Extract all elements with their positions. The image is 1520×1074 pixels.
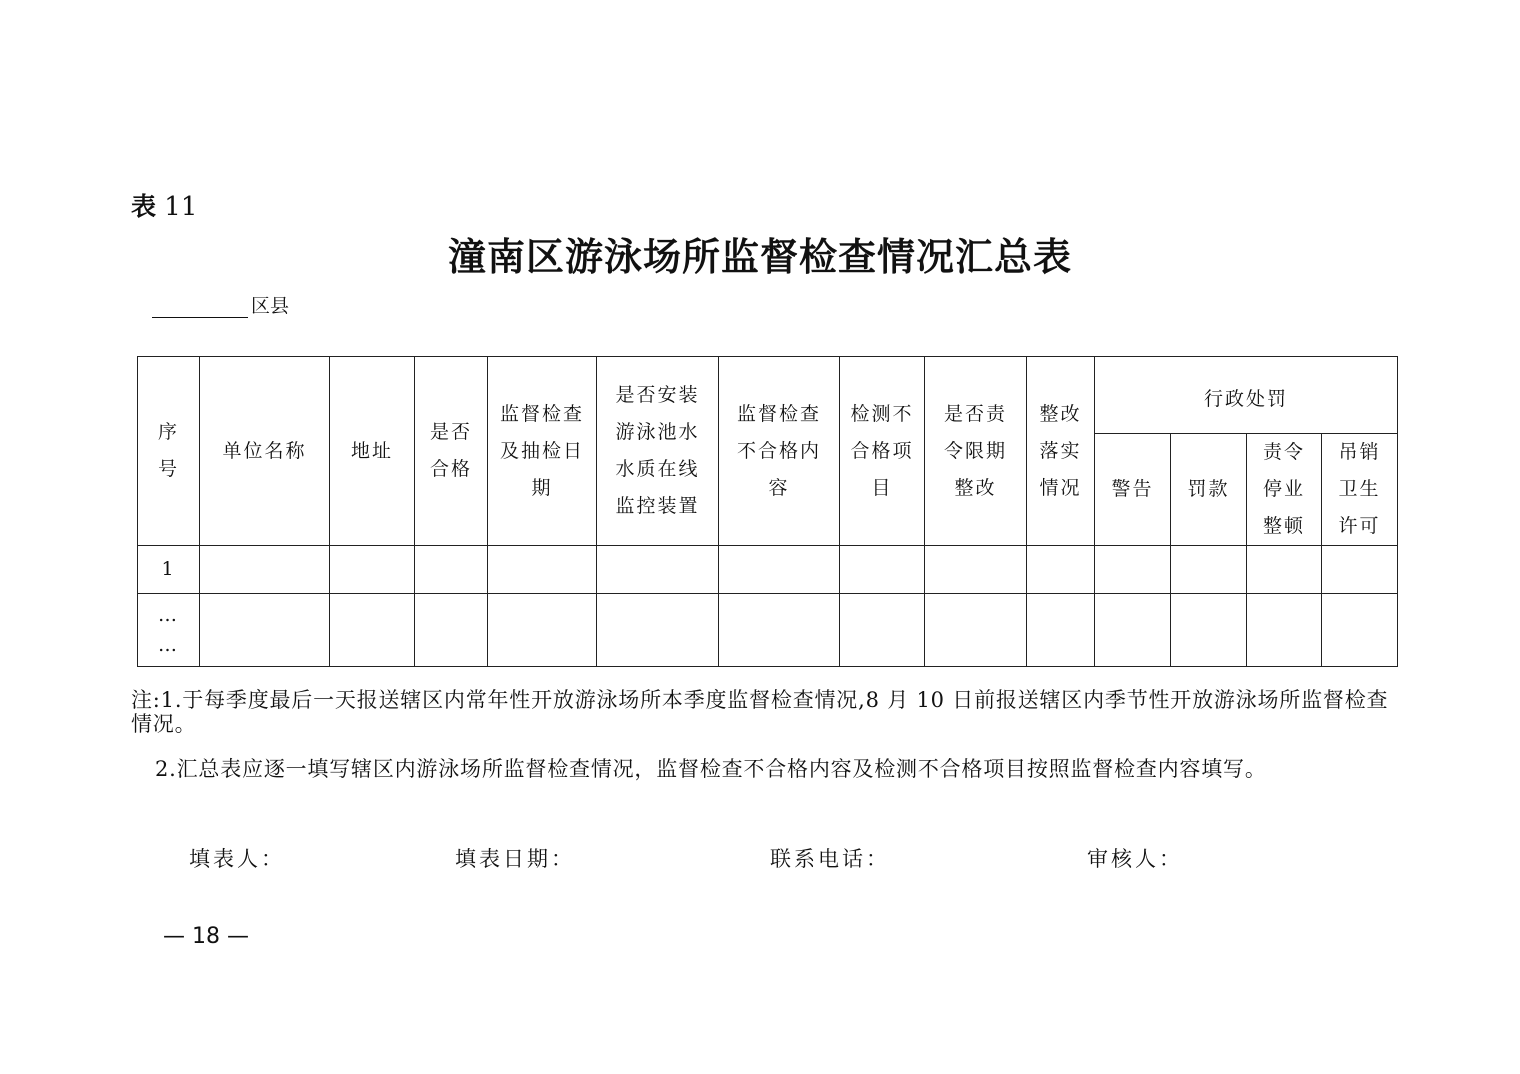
table-cell[interactable] — [1247, 594, 1322, 667]
district-blank[interactable] — [152, 298, 248, 318]
table-cell[interactable] — [1322, 594, 1398, 667]
table-cell[interactable] — [1095, 594, 1171, 667]
table-label — [131, 190, 197, 224]
header-suspend: 责令 停业 整顿 — [1247, 434, 1322, 546]
header-rectify-status: 整改 落实 情况 — [1027, 357, 1095, 546]
table-row — [138, 546, 1398, 594]
table-cell[interactable] — [1027, 594, 1095, 667]
page-number: — 18 — — [163, 924, 249, 949]
table-cell[interactable] — [200, 546, 330, 594]
table-cell[interactable] — [925, 546, 1027, 594]
table-cell[interactable] — [840, 594, 925, 667]
table-cell[interactable] — [1247, 546, 1322, 594]
header-penalty-group: 行政处罚 — [1095, 357, 1398, 434]
header-qualified: 是否 合格 — [415, 357, 488, 546]
table-cell[interactable] — [200, 594, 330, 667]
filler-label: 填表人： — [189, 847, 285, 871]
table-cell[interactable] — [719, 594, 840, 667]
table-cell[interactable] — [488, 546, 597, 594]
table-label-number: 11 — [164, 192, 198, 222]
header-revoke: 吊销 卫生 许可 — [1322, 434, 1398, 546]
note-2: 2.汇总表应逐一填写辖区内游泳场所监督检查情况，监督检查不合格内容及检测不合格项目按照监督检查内容填写。 — [155, 757, 1267, 781]
table-cell[interactable] — [330, 594, 415, 667]
row-seq: 1 — [138, 546, 200, 594]
header-unqualified-items: 检测不 合格项 目 — [840, 357, 925, 546]
row-seq: … … — [138, 594, 200, 667]
table-cell[interactable] — [840, 546, 925, 594]
table-cell[interactable] — [1095, 546, 1171, 594]
table-cell[interactable] — [1322, 546, 1398, 594]
fill-date-label: 填表日期： — [455, 847, 575, 871]
header-warning: 警告 — [1095, 434, 1171, 546]
table-cell[interactable] — [330, 546, 415, 594]
table-cell[interactable] — [1027, 546, 1095, 594]
table-label-word: 表 — [131, 192, 157, 221]
header-rectify-order: 是否责 令限期 整改 — [925, 357, 1027, 546]
table-cell[interactable] — [597, 546, 719, 594]
header-monitor-device: 是否安装 游泳池水 水质在线 监控装置 — [597, 357, 719, 546]
reviewer-label: 审核人： — [1087, 847, 1183, 871]
table-cell[interactable] — [1171, 546, 1247, 594]
header-fine: 罚款 — [1171, 434, 1247, 546]
header-inspection-date: 监督检查 及抽检日 期 — [488, 357, 597, 546]
notes — [131, 688, 1393, 781]
table-cell[interactable] — [719, 546, 840, 594]
table-cell[interactable] — [597, 594, 719, 667]
note-1: 注:1.于每季度最后一天报送辖区内常年性开放游泳场所本季度监督检查情况,8 月 10 日前报送辖区内季节性开放游泳场所监督检查情况。 — [131, 688, 1389, 736]
table-cell[interactable] — [415, 594, 488, 667]
header-unit-name: 单位名称 — [200, 357, 330, 546]
table-cell[interactable] — [1171, 594, 1247, 667]
phone-label: 联系电话： — [770, 847, 890, 871]
header-address: 地址 — [330, 357, 415, 546]
district-field — [152, 294, 289, 318]
summary-table — [137, 356, 1398, 667]
table-row — [138, 594, 1398, 667]
page-title: 潼南区游泳场所监督检查情况汇总表 — [447, 234, 1072, 279]
table-cell[interactable] — [415, 546, 488, 594]
table-cell[interactable] — [925, 594, 1027, 667]
header-unqualified-content: 监督检查 不合格内 容 — [719, 357, 840, 546]
signature-row — [0, 844, 1520, 874]
header-seq: 序 号 — [138, 357, 200, 546]
district-suffix: 区县 — [251, 295, 290, 317]
table-cell[interactable] — [488, 594, 597, 667]
